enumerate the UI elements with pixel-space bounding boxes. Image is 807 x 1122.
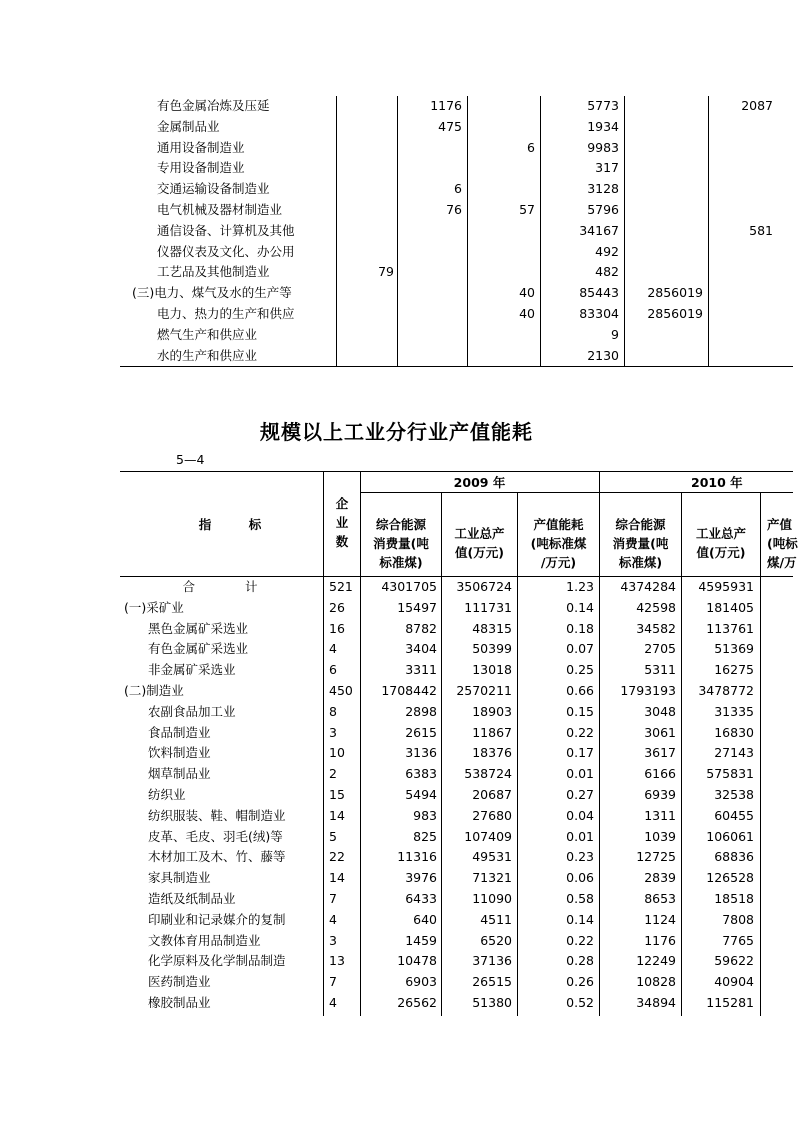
row-cell-count: 10	[329, 745, 345, 761]
row-label: 印刷业和记录媒介的复制	[148, 911, 286, 927]
row-cell: 4374284	[620, 579, 676, 594]
row-cell: 12249	[636, 953, 676, 969]
top-row-label: 交通运输设备制造业	[157, 181, 270, 197]
row-label: 黑色金属矿采选业	[148, 620, 249, 636]
row-cell: 825	[413, 828, 437, 844]
row-cell: 0.22	[566, 724, 594, 740]
row-cell: 0.14	[566, 599, 594, 615]
top-row-label: 燃气生产和供应业	[157, 326, 258, 342]
row-cell: 37136	[472, 953, 512, 969]
row-cell-count: 7	[329, 974, 337, 990]
row-cell: 6383	[405, 766, 437, 782]
row-cell-count: 16	[329, 620, 345, 636]
row-cell: 1459	[405, 932, 437, 948]
row-cell: 6433	[405, 891, 437, 906]
header-output-2010: 工业总产 值(万元)	[695, 526, 746, 560]
row-cell: 0.01	[566, 828, 594, 844]
top-row-cell: 34167	[579, 222, 619, 238]
row-cell: 5311	[644, 662, 676, 678]
row-cell: 40904	[714, 974, 754, 990]
header-energy-2010: 综合能源 消费量(吨 标准煤)	[612, 517, 669, 570]
top-row-cell: 85443	[579, 285, 619, 301]
row-cell: 983	[413, 807, 437, 823]
row-cell: 11867	[472, 724, 512, 740]
top-row-cell: 2130	[587, 347, 619, 363]
header-year-2010: 2010 年	[691, 475, 743, 490]
row-cell: 0.27	[566, 787, 594, 802]
row-cell-count: 15	[329, 787, 345, 802]
row-cell: 6520	[480, 932, 512, 948]
row-cell: 13018	[472, 662, 512, 678]
row-cell: 49531	[472, 849, 512, 865]
row-cell: 12725	[636, 849, 676, 865]
row-cell: 3404	[405, 641, 437, 657]
row-cell: 111731	[464, 599, 512, 615]
row-cell-count: 3	[329, 724, 337, 740]
row-cell: 27143	[714, 745, 754, 761]
top-row-label: 金属制品业	[157, 118, 220, 134]
row-cell: 5494	[405, 787, 437, 802]
row-cell: 0.23	[566, 849, 594, 865]
row-cell: 1039	[644, 828, 676, 844]
row-cell: 115281	[706, 995, 754, 1010]
row-label: 非金属矿采选业	[148, 662, 236, 678]
row-label: 造纸及纸制品业	[148, 891, 236, 906]
row-label: 皮革、毛皮、羽毛(绒)等	[148, 828, 283, 844]
top-row-label: 通信设备、计算机及其他	[157, 222, 295, 238]
row-cell: 3617	[644, 745, 676, 761]
row-cell-count: 4	[329, 641, 337, 657]
row-cell-count: 3	[329, 932, 337, 948]
row-label: 橡胶制品业	[148, 995, 211, 1010]
row-cell: 10478	[397, 953, 437, 969]
row-cell: 107409	[464, 828, 512, 844]
row-cell: 2570211	[456, 683, 512, 698]
row-cell-count: 14	[329, 870, 345, 886]
top-vline-2	[397, 96, 398, 366]
row-cell: 51380	[472, 995, 512, 1010]
row-cell-count: 22	[329, 849, 345, 865]
top-bottom-rule	[120, 366, 793, 367]
row-cell: 6939	[644, 787, 676, 802]
row-cell: 6903	[405, 974, 437, 990]
top-row-label: 通用设备制造业	[157, 139, 245, 155]
row-cell: 0.58	[566, 891, 594, 906]
row-cell: 0.14	[566, 911, 594, 927]
row-cell: 59622	[714, 953, 754, 969]
row-cell: 42598	[636, 599, 676, 615]
row-cell-count: 5	[329, 828, 337, 844]
top-row-cell: 79	[378, 264, 394, 280]
row-cell: 11316	[397, 849, 437, 865]
row-label: 文教体育用品制造业	[148, 932, 261, 948]
row-cell: 2705	[644, 641, 676, 657]
top-row-cell: 1176	[430, 98, 462, 113]
top-row-cell: 40	[519, 285, 535, 301]
row-cell: 181405	[706, 599, 754, 615]
row-cell: 3061	[644, 724, 676, 740]
row-cell: 0.28	[566, 953, 594, 969]
header-bottom-rule	[120, 576, 793, 577]
top-row-cell: 6	[454, 181, 462, 197]
top-row-cell: 5796	[587, 202, 619, 217]
row-label: 饮料制造业	[148, 745, 211, 761]
table-number: 5—4	[176, 452, 205, 467]
row-cell: 8653	[644, 891, 676, 906]
row-cell: 26515	[472, 974, 512, 990]
header-energy-2009: 综合能源 消费量(吨 标准煤)	[373, 517, 429, 570]
header-top-rule	[120, 471, 793, 472]
row-cell: 1708442	[381, 683, 437, 698]
row-cell: 3976	[405, 870, 437, 886]
row-cell: 0.04	[566, 807, 594, 823]
row-cell: 113761	[706, 620, 754, 636]
top-row-cell: 9	[611, 326, 619, 342]
top-row-cell: 5773	[587, 98, 619, 113]
row-cell: 1124	[644, 911, 676, 927]
row-cell: 34582	[636, 620, 676, 636]
row-cell: 32538	[714, 787, 754, 802]
top-row-cell: 76	[446, 202, 462, 217]
row-cell: 7765	[722, 932, 754, 948]
row-cell: 106061	[706, 828, 754, 844]
row-cell: 0.01	[566, 766, 594, 782]
row-cell: 126528	[706, 870, 754, 886]
row-cell: 68836	[714, 849, 754, 865]
row-cell: 1176	[644, 932, 676, 948]
row-cell: 50399	[472, 641, 512, 657]
row-cell: 1793193	[620, 683, 676, 698]
top-row-cell: 40	[519, 306, 535, 321]
row-label: 家具制造业	[148, 870, 211, 886]
row-cell: 0.07	[566, 641, 594, 657]
top-row-cell: 6	[527, 139, 535, 155]
row-cell: 0.15	[566, 703, 594, 719]
row-label: 纺织业	[148, 787, 186, 802]
vline-count	[323, 471, 324, 1016]
top-row-cell: 492	[595, 243, 619, 259]
row-cell: 0.66	[566, 683, 594, 698]
row-cell: 2615	[405, 724, 437, 740]
top-row-cell: 2856019	[647, 285, 703, 301]
top-row-label: 电气机械及器材制造业	[157, 202, 283, 217]
row-cell: 6166	[644, 766, 676, 782]
row-cell: 18903	[472, 703, 512, 719]
top-vline-3	[467, 96, 468, 366]
row-label: 有色金属矿采选业	[148, 641, 249, 657]
top-row-cell: 482	[595, 264, 619, 280]
row-cell: 538724	[464, 766, 512, 782]
row-cell-count: 4	[329, 995, 337, 1010]
row-cell: 71321	[472, 870, 512, 886]
row-label: (二)制造业	[124, 683, 184, 698]
row-cell: 2898	[405, 703, 437, 719]
row-cell-count: 2	[329, 766, 337, 782]
row-cell: 3311	[405, 662, 437, 678]
row-label: 食品制造业	[148, 724, 211, 740]
row-cell: 4595931	[698, 579, 754, 594]
header-output-2009: 工业总产 值(万元)	[454, 526, 505, 560]
top-vline-1	[336, 96, 337, 366]
top-row-label: 工艺品及其他制造业	[157, 264, 270, 280]
row-cell: 15497	[397, 599, 437, 615]
row-label: 木材加工及木、竹、藤等	[148, 849, 286, 865]
row-cell: 18518	[714, 891, 754, 906]
row-cell-count: 7	[329, 891, 337, 906]
row-label: 烟草制品业	[148, 766, 211, 782]
top-row-label: 专用设备制造业	[157, 160, 245, 176]
row-cell: 60455	[714, 807, 754, 823]
row-cell: 3048	[644, 703, 676, 719]
header-count: 企 业 数	[335, 496, 349, 549]
top-row-cell: 9983	[587, 139, 619, 155]
row-cell: 27680	[472, 807, 512, 823]
top-row-label: 仪器仪表及文化、办公用	[157, 243, 295, 259]
row-cell: 0.06	[566, 870, 594, 886]
row-cell-count: 521	[329, 579, 353, 594]
header-year-2009: 2009 年	[453, 475, 506, 490]
row-cell: 16830	[714, 724, 754, 740]
top-row-label: 有色金属冶炼及压延	[157, 98, 270, 113]
row-label: (一)采矿业	[124, 599, 184, 615]
header-indicator: 指 标	[198, 517, 262, 532]
row-cell: 1311	[644, 807, 676, 823]
top-row-cell: 1934	[587, 118, 619, 134]
header-intensity-2010: 产值 (吨标 煤/万	[767, 517, 798, 570]
row-cell: 48315	[472, 620, 512, 636]
year-rule	[360, 492, 793, 493]
top-row-label: (三)电力、煤气及水的生产等	[132, 285, 292, 301]
row-cell: 31335	[714, 703, 754, 719]
row-cell-count: 450	[329, 683, 353, 698]
row-cell: 640	[413, 911, 437, 927]
row-cell: 11090	[472, 891, 512, 906]
top-row-cell: 83304	[579, 306, 619, 321]
row-cell: 8782	[405, 620, 437, 636]
row-cell: 4301705	[381, 579, 437, 594]
top-row-label: 电力、热力的生产和供应	[157, 306, 295, 321]
top-row-cell: 317	[595, 160, 619, 176]
row-cell: 16275	[714, 662, 754, 678]
row-cell-count: 13	[329, 953, 345, 969]
row-cell-count: 26	[329, 599, 345, 615]
row-cell-count: 4	[329, 911, 337, 927]
row-cell: 10828	[636, 974, 676, 990]
page-title: 规模以上工业分行业产值能耗	[260, 420, 533, 444]
row-cell-count: 6	[329, 662, 337, 678]
row-cell: 18376	[472, 745, 512, 761]
row-cell: 3136	[405, 745, 437, 761]
top-row-cell: 57	[519, 202, 535, 217]
row-cell: 0.18	[566, 620, 594, 636]
row-label: 合 计	[182, 579, 258, 594]
row-label: 农副食品加工业	[148, 703, 236, 719]
row-cell: 51369	[714, 641, 754, 657]
top-vline-5	[624, 96, 625, 366]
row-cell: 1.23	[566, 579, 594, 594]
header-intensity-2009: 产值能耗 (吨标准煤 /万元)	[530, 517, 587, 570]
row-cell: 0.52	[566, 995, 594, 1010]
top-row-cell: 3128	[587, 181, 619, 197]
row-cell: 0.17	[566, 745, 594, 761]
row-cell-count: 14	[329, 807, 345, 823]
top-row-cell: 475	[438, 118, 462, 134]
row-cell: 0.22	[566, 932, 594, 948]
row-cell: 0.25	[566, 662, 594, 678]
top-row-cell: 2087	[741, 98, 773, 113]
top-row-cell: 581	[749, 222, 773, 238]
row-cell: 3506724	[456, 579, 512, 594]
row-cell-count: 8	[329, 703, 337, 719]
row-cell: 26562	[397, 995, 437, 1010]
top-row-label: 水的生产和供应业	[157, 347, 258, 363]
row-label: 化学原料及化学制品制造	[148, 953, 286, 969]
row-cell: 4511	[480, 911, 512, 927]
row-cell: 20687	[472, 787, 512, 802]
top-row-cell: 2856019	[647, 306, 703, 321]
row-cell: 7808	[722, 911, 754, 927]
row-cell: 2839	[644, 870, 676, 886]
row-label: 纺织服装、鞋、帽制造业	[148, 807, 286, 823]
row-cell: 575831	[706, 766, 754, 782]
row-cell: 0.26	[566, 974, 594, 990]
row-cell: 34894	[636, 995, 676, 1010]
row-cell: 3478772	[698, 683, 754, 698]
row-label: 医药制造业	[148, 974, 211, 990]
